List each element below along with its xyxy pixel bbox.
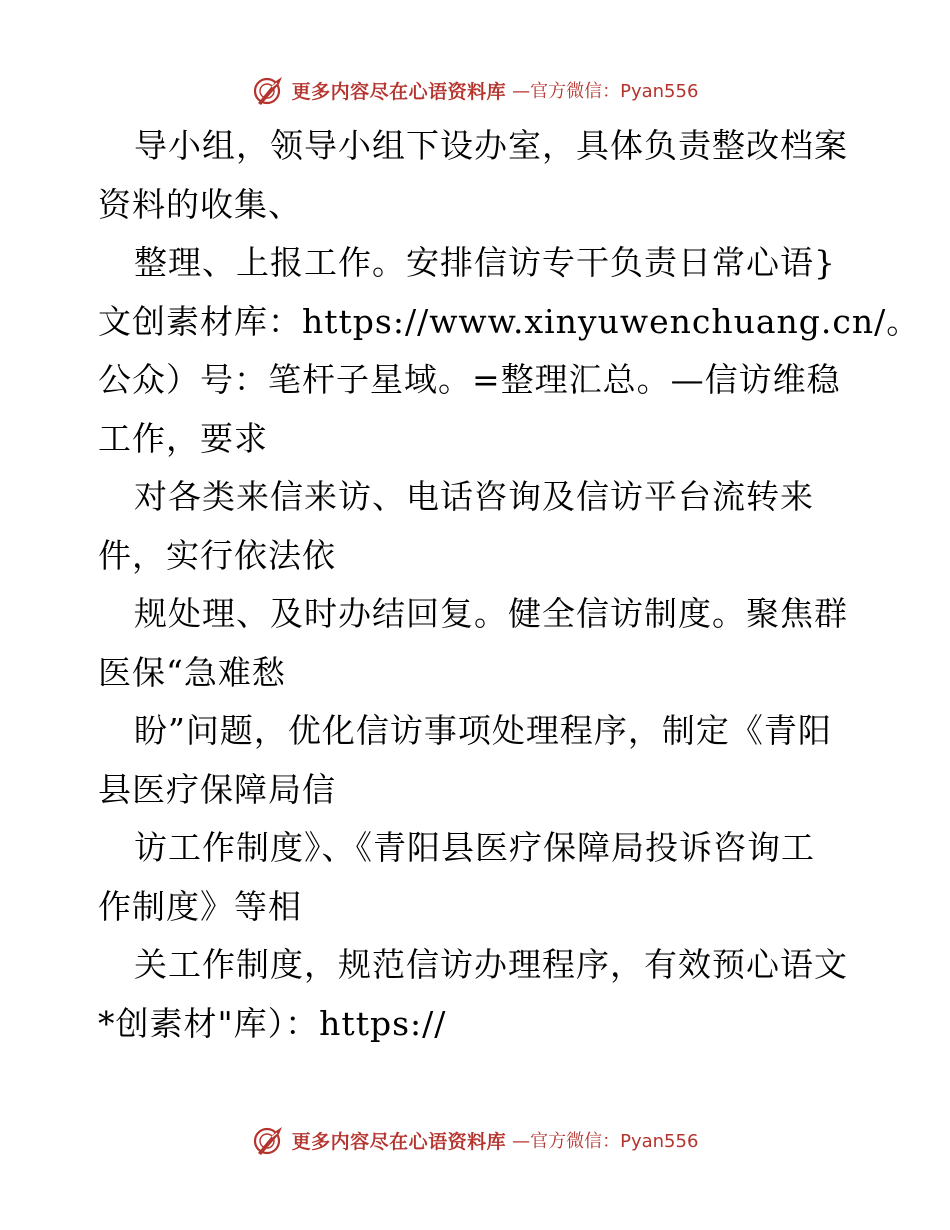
page-footer-watermark xyxy=(0,1120,950,1160)
text-line: 关工作制度，规范信访办理程序，有效预心语文 xyxy=(134,945,848,984)
page-header-watermark xyxy=(0,70,950,110)
text-line: 作制度》等相 xyxy=(98,886,302,926)
text-line: 导小组，领导小组下设办室，具体负责整改档案 xyxy=(134,126,848,165)
text-line: 访工作制度》、《青阳县医疗保障局投诉咨询工 xyxy=(134,828,815,867)
text-line: *创素材"库）：https:// xyxy=(98,1003,447,1043)
text-line: 文创素材库：https://www.xinyuwenchuang.cn/。 xyxy=(98,301,921,341)
text-line: 公众）号：笔杆子星域。=整理汇总。—信访维稳 xyxy=(98,360,841,399)
text-line: 整理、上报工作。安排信访专干负责日常心语} xyxy=(134,243,836,282)
quill-pen-circle-logo-icon xyxy=(252,73,286,107)
text-line: 对各类来信来访、电话咨询及信访平台流转来 xyxy=(134,477,814,516)
watermark-contact: —官方微信：Pyan556 xyxy=(512,1131,699,1152)
text-line: 规处理、及时办结回复。健全信访制度。聚焦群 xyxy=(134,594,848,633)
text-line: 医保“急难愁 xyxy=(98,652,286,692)
text-line: 县医疗保障局信 xyxy=(98,769,336,809)
text-line: 工作，要求 xyxy=(98,418,268,458)
watermark-contact: —官方微信：Pyan556 xyxy=(512,81,699,102)
watermark xyxy=(252,73,699,107)
text-line: 资料的收集、 xyxy=(98,184,302,224)
quill-pen-circle-logo-icon xyxy=(252,1123,286,1157)
text-line: 盼”问题，优化信访事项处理程序，制定《青阳 xyxy=(134,711,832,750)
text-line: 件，实行依法依 xyxy=(98,535,336,575)
watermark-slogan: 更多内容尽在心语资料库 xyxy=(291,80,507,103)
document-body xyxy=(98,117,921,1053)
watermark xyxy=(252,1123,699,1157)
watermark-slogan: 更多内容尽在心语资料库 xyxy=(291,1130,507,1153)
